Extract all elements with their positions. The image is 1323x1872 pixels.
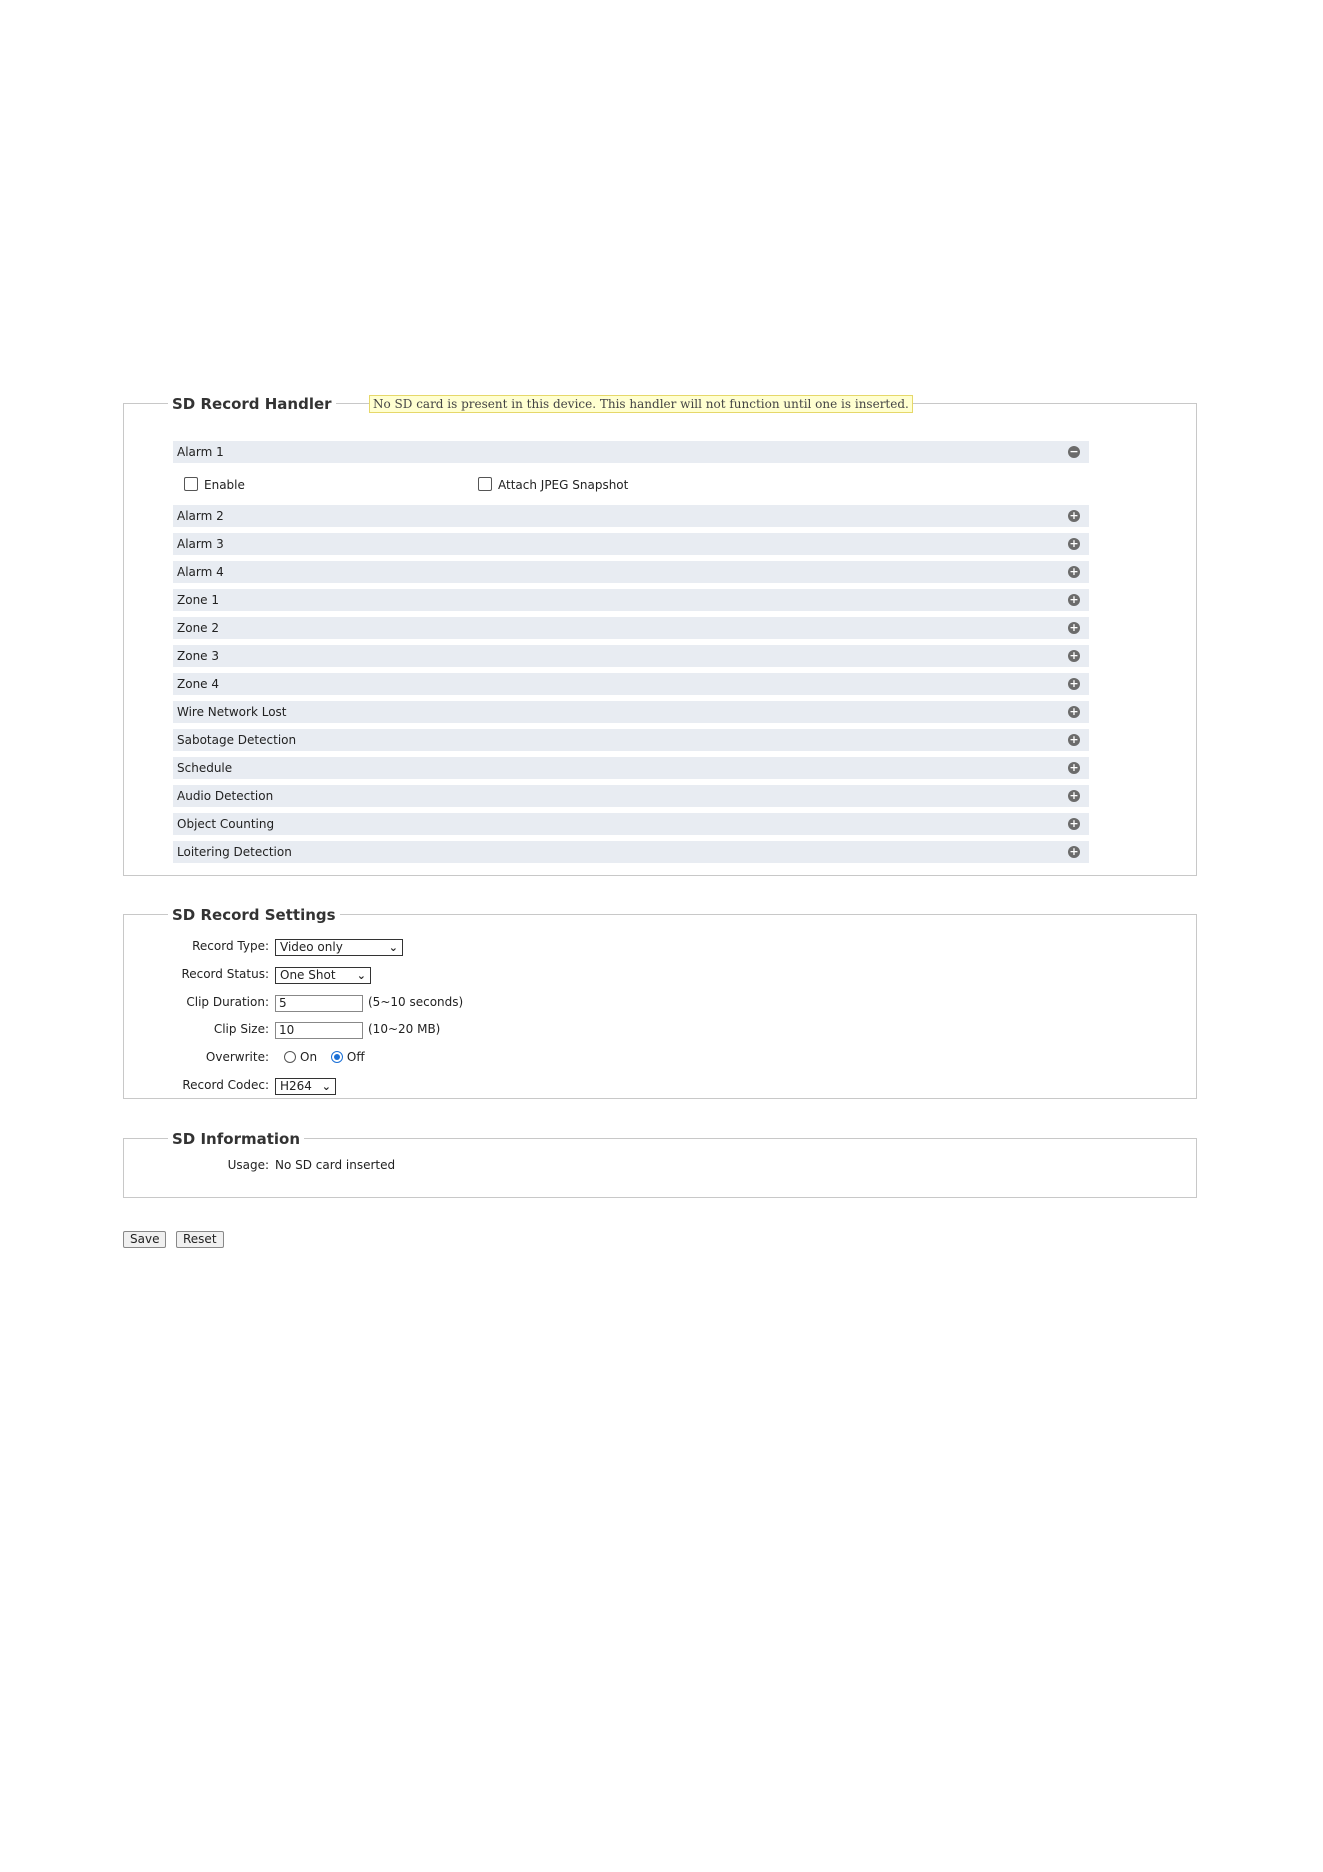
- record-status-value: One Shot: [280, 968, 336, 982]
- plus-circle-icon[interactable]: +: [1069, 817, 1079, 830]
- event-row[interactable]: [173, 785, 1089, 807]
- event-row[interactable]: [173, 673, 1089, 695]
- chevron-down-icon: ⌄: [356, 969, 366, 982]
- handler-title: SD Record Handler: [168, 394, 336, 414]
- event-label: Alarm 3: [177, 537, 224, 551]
- sd-record-handler-panel: [123, 395, 1197, 876]
- snapshot-option[interactable]: [478, 477, 628, 492]
- event-row[interactable]: [173, 729, 1089, 751]
- snapshot-checkbox[interactable]: [478, 477, 492, 491]
- record-status-label: Record Status:: [181, 967, 269, 981]
- enable-checkbox[interactable]: [184, 477, 198, 491]
- plus-circle-icon[interactable]: +: [1069, 593, 1079, 606]
- record-status-row: [124, 967, 1196, 987]
- event-label: Alarm 1: [177, 445, 224, 459]
- event-label: Audio Detection: [177, 789, 274, 803]
- usage-row: [124, 1158, 1196, 1178]
- event-row[interactable]: [173, 757, 1089, 779]
- clip-duration-hint: (5~10 seconds): [368, 995, 464, 1009]
- clip-size-hint: (10~20 MB): [368, 1022, 441, 1036]
- overwrite-off-radio[interactable]: [331, 1051, 343, 1063]
- reset-button[interactable]: Reset: [176, 1231, 224, 1248]
- plus-circle-icon[interactable]: +: [1069, 509, 1079, 522]
- sd-information-panel: [123, 1130, 1197, 1198]
- enable-option[interactable]: [184, 477, 245, 492]
- enable-label: Enable: [204, 478, 245, 492]
- plus-circle-icon[interactable]: +: [1069, 789, 1079, 802]
- record-codec-select[interactable]: [275, 1078, 336, 1095]
- record-type-value: Video only: [280, 940, 343, 954]
- event-row[interactable]: [173, 645, 1089, 667]
- clip-size-label: Clip Size:: [213, 1022, 269, 1036]
- event-row[interactable]: [173, 813, 1089, 835]
- plus-circle-icon[interactable]: +: [1069, 649, 1079, 662]
- clip-duration-row: [124, 995, 1196, 1015]
- clip-duration-input[interactable]: 5: [275, 995, 363, 1012]
- plus-circle-icon[interactable]: +: [1069, 733, 1079, 746]
- event-row[interactable]: [173, 505, 1089, 527]
- save-button[interactable]: Save: [123, 1231, 166, 1248]
- chevron-down-icon: ⌄: [388, 941, 398, 954]
- event-label: Zone 3: [177, 649, 219, 663]
- settings-title: SD Record Settings: [168, 905, 340, 925]
- record-codec-value: H264: [280, 1079, 312, 1093]
- plus-circle-icon[interactable]: +: [1069, 621, 1079, 634]
- plus-circle-icon[interactable]: +: [1069, 537, 1079, 550]
- usage-label: Usage:: [227, 1158, 269, 1172]
- event-label: Alarm 2: [177, 509, 224, 523]
- clip-duration-label: Clip Duration:: [186, 995, 269, 1009]
- plus-circle-icon[interactable]: +: [1069, 565, 1079, 578]
- overwrite-on-radio[interactable]: [284, 1051, 296, 1063]
- overwrite-on-label: On: [300, 1050, 318, 1064]
- clip-size-input[interactable]: 10: [275, 1022, 363, 1039]
- event-label: Zone 2: [177, 621, 219, 635]
- chevron-down-icon: ⌄: [321, 1080, 331, 1093]
- minus-circle-icon[interactable]: −: [1069, 445, 1079, 458]
- sd-record-settings-panel: [123, 906, 1197, 1099]
- event-label: Wire Network Lost: [177, 705, 287, 719]
- overwrite-row: [124, 1050, 1196, 1070]
- clip-size-row: [124, 1022, 1196, 1042]
- record-codec-row: [124, 1078, 1196, 1098]
- event-row[interactable]: [173, 841, 1089, 863]
- event-row-alarm-1[interactable]: [173, 441, 1089, 463]
- record-type-label: Record Type:: [192, 939, 269, 953]
- event-label: Object Counting: [177, 817, 275, 831]
- info-title: SD Information: [168, 1129, 304, 1149]
- record-type-select[interactable]: [275, 939, 403, 956]
- plus-circle-icon[interactable]: +: [1069, 677, 1079, 690]
- overwrite-off-label: Off: [346, 1050, 365, 1064]
- no-sd-warning: No SD card is present in this device. This handler will not function until one is inserted.: [369, 395, 913, 413]
- event-label: Zone 4: [177, 677, 219, 691]
- record-status-select[interactable]: [275, 967, 371, 984]
- record-codec-label: Record Codec:: [182, 1078, 269, 1092]
- event-row[interactable]: [173, 701, 1089, 723]
- snapshot-label: Attach JPEG Snapshot: [498, 478, 629, 492]
- record-type-row: [124, 939, 1196, 959]
- usage-value: No SD card inserted: [275, 1158, 396, 1172]
- event-row[interactable]: [173, 561, 1089, 583]
- event-label: Schedule: [177, 761, 233, 775]
- plus-circle-icon[interactable]: +: [1069, 761, 1079, 774]
- overwrite-label: Overwrite:: [205, 1050, 269, 1064]
- plus-circle-icon[interactable]: +: [1069, 705, 1079, 718]
- event-label: Zone 1: [177, 593, 219, 607]
- event-row[interactable]: [173, 589, 1089, 611]
- plus-circle-icon[interactable]: +: [1069, 845, 1079, 858]
- event-label: Sabotage Detection: [177, 733, 297, 747]
- event-row[interactable]: [173, 617, 1089, 639]
- event-label: Alarm 4: [177, 565, 224, 579]
- event-row[interactable]: [173, 533, 1089, 555]
- event-label: Loitering Detection: [177, 845, 292, 859]
